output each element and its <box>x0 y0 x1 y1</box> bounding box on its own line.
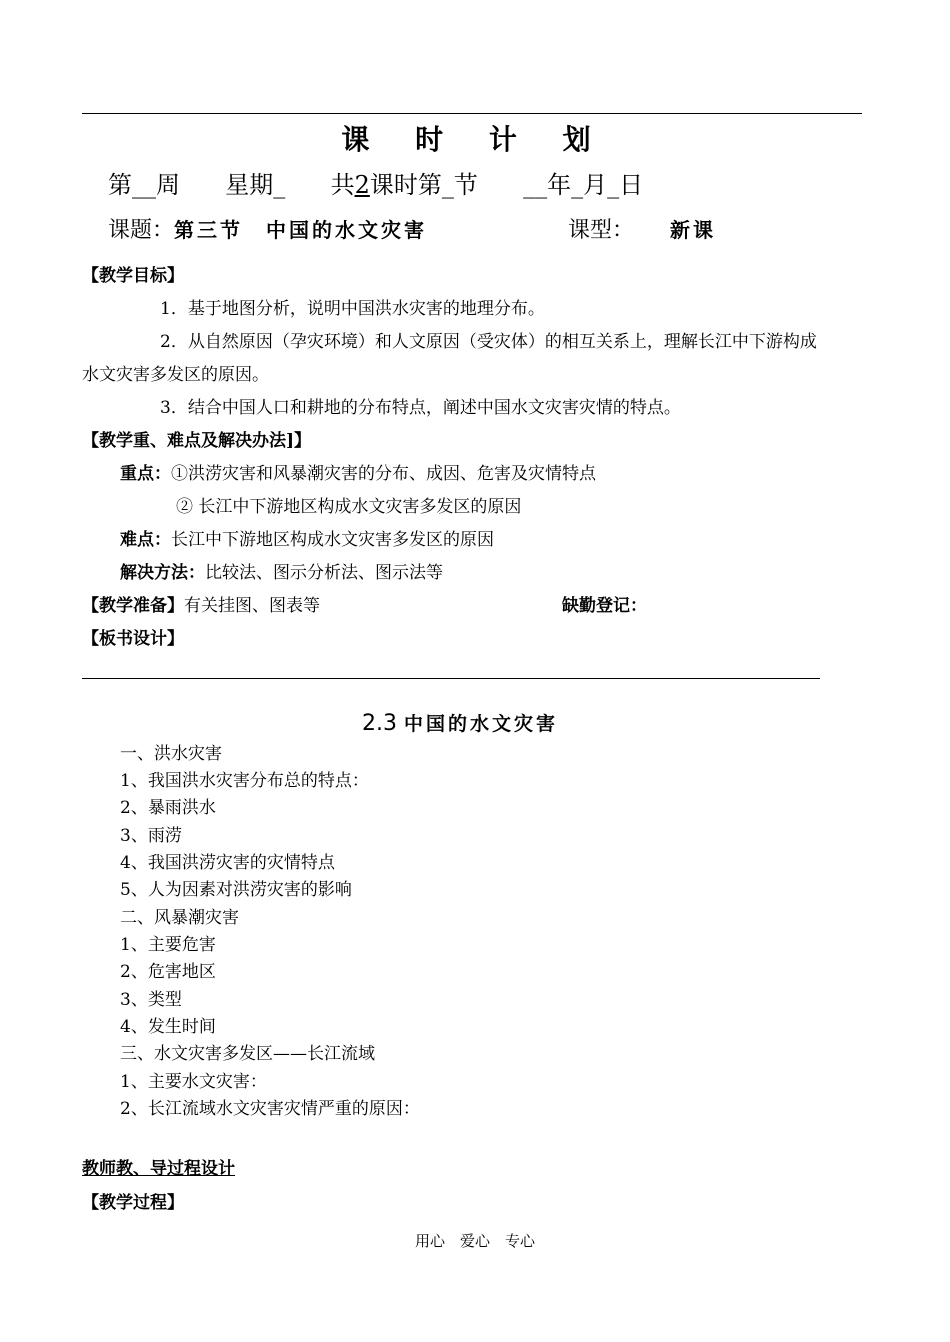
objective-2: 2．从自然原因（孕灾环境）和人文原因（受灾体）的相互关系上，理解长江中下游构成 <box>160 332 817 352</box>
outline-item: 二、风暴潮灾害 <box>120 908 239 928</box>
topic-label: 课题： <box>108 218 175 243</box>
outline-item: 1、主要水文灾害： <box>120 1072 267 1092</box>
topic-line <box>108 213 427 244</box>
method-line <box>120 558 443 583</box>
top-rule <box>82 113 862 114</box>
outline-item: 3、雨涝 <box>120 826 182 846</box>
outline-item: 1、我国洪水灾害分布总的特点： <box>120 771 369 791</box>
focus-item-2: ② 长江中下游地区构成水文灾害多发区的原因 <box>176 497 522 517</box>
total-lessons: 2 <box>354 171 370 199</box>
topic-value: 第三节 中国的水文灾害 <box>174 218 428 242</box>
outline-item: 2、危害地区 <box>120 962 216 982</box>
outline-item: 4、我国洪涝灾害的灾情特点 <box>120 853 335 873</box>
schedule-line <box>108 165 643 200</box>
focus-label: 重点： <box>120 464 171 484</box>
type-line <box>568 213 716 244</box>
preparation-line <box>82 591 320 616</box>
page-title: 课 时 计 划 <box>341 123 609 156</box>
board-title <box>362 709 558 736</box>
board-title-text: 中国的水文灾害 <box>404 713 559 735</box>
key-points-heading: 【教学重、难点及解决办法]】 <box>82 431 312 451</box>
objectives-heading: 【教学目标】 <box>82 266 184 286</box>
type-label: 课型： <box>568 218 635 243</box>
difficulty-value: 长江中下游地区构成水文灾害多发区的原因 <box>171 530 494 550</box>
outline-item: 4、发生时间 <box>120 1017 216 1037</box>
type-value: 新课 <box>670 218 717 242</box>
board-title-number: 2.3 <box>362 711 397 736</box>
method-value: 比较法、图示分析法、图示法等 <box>205 563 443 583</box>
preparation-value: 有关挂图、图表等 <box>184 596 320 616</box>
week-label: 第__周 <box>108 171 180 199</box>
process-design-heading: 教师教、导过程设计 <box>82 1159 235 1179</box>
date-label: __年_月_日 <box>523 171 644 199</box>
method-label: 解决方法： <box>120 563 205 583</box>
weekday-label: 星期_ <box>225 171 286 199</box>
footer-text: 用心 爱心 专心 <box>414 1232 535 1250</box>
outline-item: 5、人为因素对洪涝灾害的影响 <box>120 880 352 900</box>
objective-2-cont: 水文灾害多发区的原因。 <box>82 365 269 385</box>
process-heading: 【教学过程】 <box>82 1193 184 1213</box>
board-rule <box>82 678 820 679</box>
focus-item-1: ①洪涝灾害和风暴潮灾害的分布、成因、危害及灾情特点 <box>171 464 596 484</box>
board-heading: 【板书设计】 <box>82 629 184 649</box>
objective-3: 3．结合中国人口和耕地的分布特点，阐述中国水文灾害灾情的特点。 <box>160 398 681 418</box>
preparation-heading: 【教学准备】 <box>82 596 184 616</box>
outline-item: 2、暴雨洪水 <box>120 798 216 818</box>
outline-item: 3、类型 <box>120 990 182 1010</box>
outline-item: 三、水文灾害多发区——长江流域 <box>120 1044 375 1064</box>
focus-line-1 <box>120 459 596 484</box>
outline-item: 1、主要危害 <box>120 935 216 955</box>
total-suffix: 课时第_节 <box>369 171 478 199</box>
difficulty-label: 难点： <box>120 530 171 550</box>
outline-item: 一、洪水灾害 <box>120 744 222 764</box>
difficulty-line <box>120 525 494 550</box>
total-prefix: 共 <box>330 171 355 199</box>
outline-item: 2、长江流域水文灾害灾情严重的原因： <box>120 1099 420 1119</box>
objective-1: 1．基于地图分析，说明中国洪水灾害的地理分布。 <box>160 299 545 319</box>
absence-label: 缺勤登记： <box>562 596 647 616</box>
